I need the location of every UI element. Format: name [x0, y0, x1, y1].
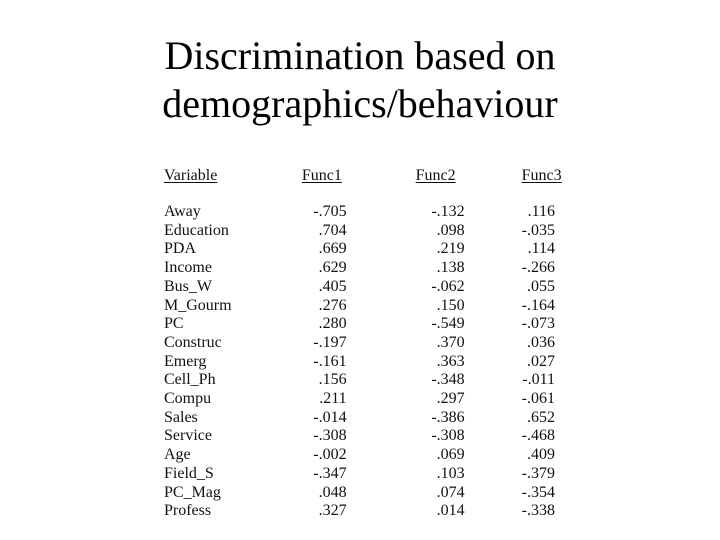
table-row	[164, 278, 584, 297]
table-row	[164, 409, 584, 428]
func3-cell: .055	[527, 277, 555, 295]
func3-cell: -.061	[521, 390, 555, 408]
table-row	[164, 334, 584, 353]
title-line-2: demographics/behaviour	[162, 81, 558, 126]
func2-cell: .069	[436, 446, 465, 464]
variable-cell: M_Gourm	[164, 296, 232, 314]
func1-cell: -.161	[313, 352, 347, 370]
func2-cell: -.348	[431, 371, 465, 389]
table-header-row	[164, 166, 584, 203]
func3-cell: -.035	[521, 221, 555, 239]
func2-cell: .138	[436, 259, 465, 277]
func2-cell: .363	[436, 352, 465, 370]
variable-cell: Service	[164, 427, 212, 445]
table-row	[164, 465, 584, 484]
table-row	[164, 240, 584, 259]
func3-cell: -.354	[521, 483, 555, 501]
variable-cell: Bus_W	[164, 277, 212, 295]
func1-cell: .211	[319, 390, 347, 408]
variable-cell: Education	[164, 221, 229, 239]
func3-cell: -.379	[521, 464, 555, 482]
func2-cell: -.308	[431, 427, 465, 445]
func2-cell: .370	[436, 333, 465, 351]
func1-cell: -.014	[313, 408, 347, 426]
func1-cell: -.705	[313, 203, 347, 220]
slide-title	[0, 32, 720, 128]
table-row	[164, 502, 584, 521]
variable-cell: Away	[164, 203, 201, 220]
header-func1: Func1	[301, 167, 342, 184]
func3-cell: .114	[527, 240, 555, 258]
func3-cell: .116	[527, 203, 555, 220]
table-row	[164, 446, 584, 465]
func2-cell: .103	[436, 464, 465, 482]
func3-cell: -.164	[521, 296, 555, 314]
func1-cell: -.308	[313, 427, 347, 445]
func1-cell: -.347	[313, 464, 347, 482]
variable-cell: Emerg	[164, 352, 207, 370]
variable-cell: PC	[164, 315, 184, 333]
func1-cell: .156	[318, 371, 347, 389]
table-row	[164, 315, 584, 334]
func1-cell: .629	[318, 259, 347, 277]
func1-cell: .405	[318, 277, 347, 295]
variable-cell: PC_Mag	[164, 483, 221, 501]
func3-cell: -.338	[521, 502, 555, 520]
func2-cell: .098	[436, 221, 465, 239]
func3-cell: -.011	[522, 371, 555, 389]
title-line-1: Discrimination based on	[164, 33, 556, 78]
func3-cell: -.073	[521, 315, 555, 333]
func2-cell: .219	[436, 240, 465, 258]
func2-cell: .150	[436, 296, 465, 314]
variable-cell: Income	[164, 259, 212, 277]
variable-cell: Age	[164, 446, 191, 464]
variable-cell: Sales	[164, 408, 198, 426]
header-func3: Func3	[521, 167, 562, 184]
table-row	[164, 222, 584, 241]
func2-cell: .297	[436, 390, 465, 408]
func3-cell: -.468	[521, 427, 555, 445]
table-row	[164, 203, 584, 222]
variable-cell: Field_S	[164, 464, 214, 482]
table-row	[164, 484, 584, 503]
func1-cell: .048	[318, 483, 347, 501]
func3-cell: .652	[527, 408, 555, 426]
variable-cell: Construc	[164, 333, 222, 351]
table-row	[164, 297, 584, 316]
func2-cell: -.062	[431, 277, 465, 295]
func1-cell: .669	[318, 240, 347, 258]
func1-cell: .280	[318, 315, 347, 333]
table-row	[164, 390, 584, 409]
variable-cell: Compu	[164, 390, 212, 408]
table-body	[164, 203, 584, 521]
discriminant-function-table-container	[164, 166, 584, 521]
func2-cell: -.549	[431, 315, 465, 333]
table-row	[164, 259, 584, 278]
func1-cell: .704	[318, 221, 347, 239]
func1-cell: -.197	[313, 333, 347, 351]
func3-cell: -.266	[521, 259, 555, 277]
func1-cell: -.002	[313, 446, 347, 464]
discriminant-function-table	[164, 166, 584, 521]
table-row	[164, 427, 584, 446]
variable-cell: PDA	[164, 240, 197, 258]
header-func2: Func2	[415, 167, 456, 184]
func3-cell: .409	[527, 446, 555, 464]
func2-cell: .074	[436, 483, 465, 501]
func1-cell: .276	[318, 296, 347, 314]
func1-cell: .327	[318, 502, 347, 520]
table-row	[164, 353, 584, 372]
func3-cell: .027	[527, 352, 555, 370]
table-row	[164, 371, 584, 390]
func2-cell: -.132	[431, 203, 465, 220]
func3-cell: .036	[527, 333, 555, 351]
variable-cell: Profess	[164, 502, 212, 520]
header-variable: Variable	[164, 167, 218, 184]
func2-cell: .014	[436, 502, 465, 520]
func2-cell: -.386	[431, 408, 465, 426]
variable-cell: Cell_Ph	[164, 371, 216, 389]
